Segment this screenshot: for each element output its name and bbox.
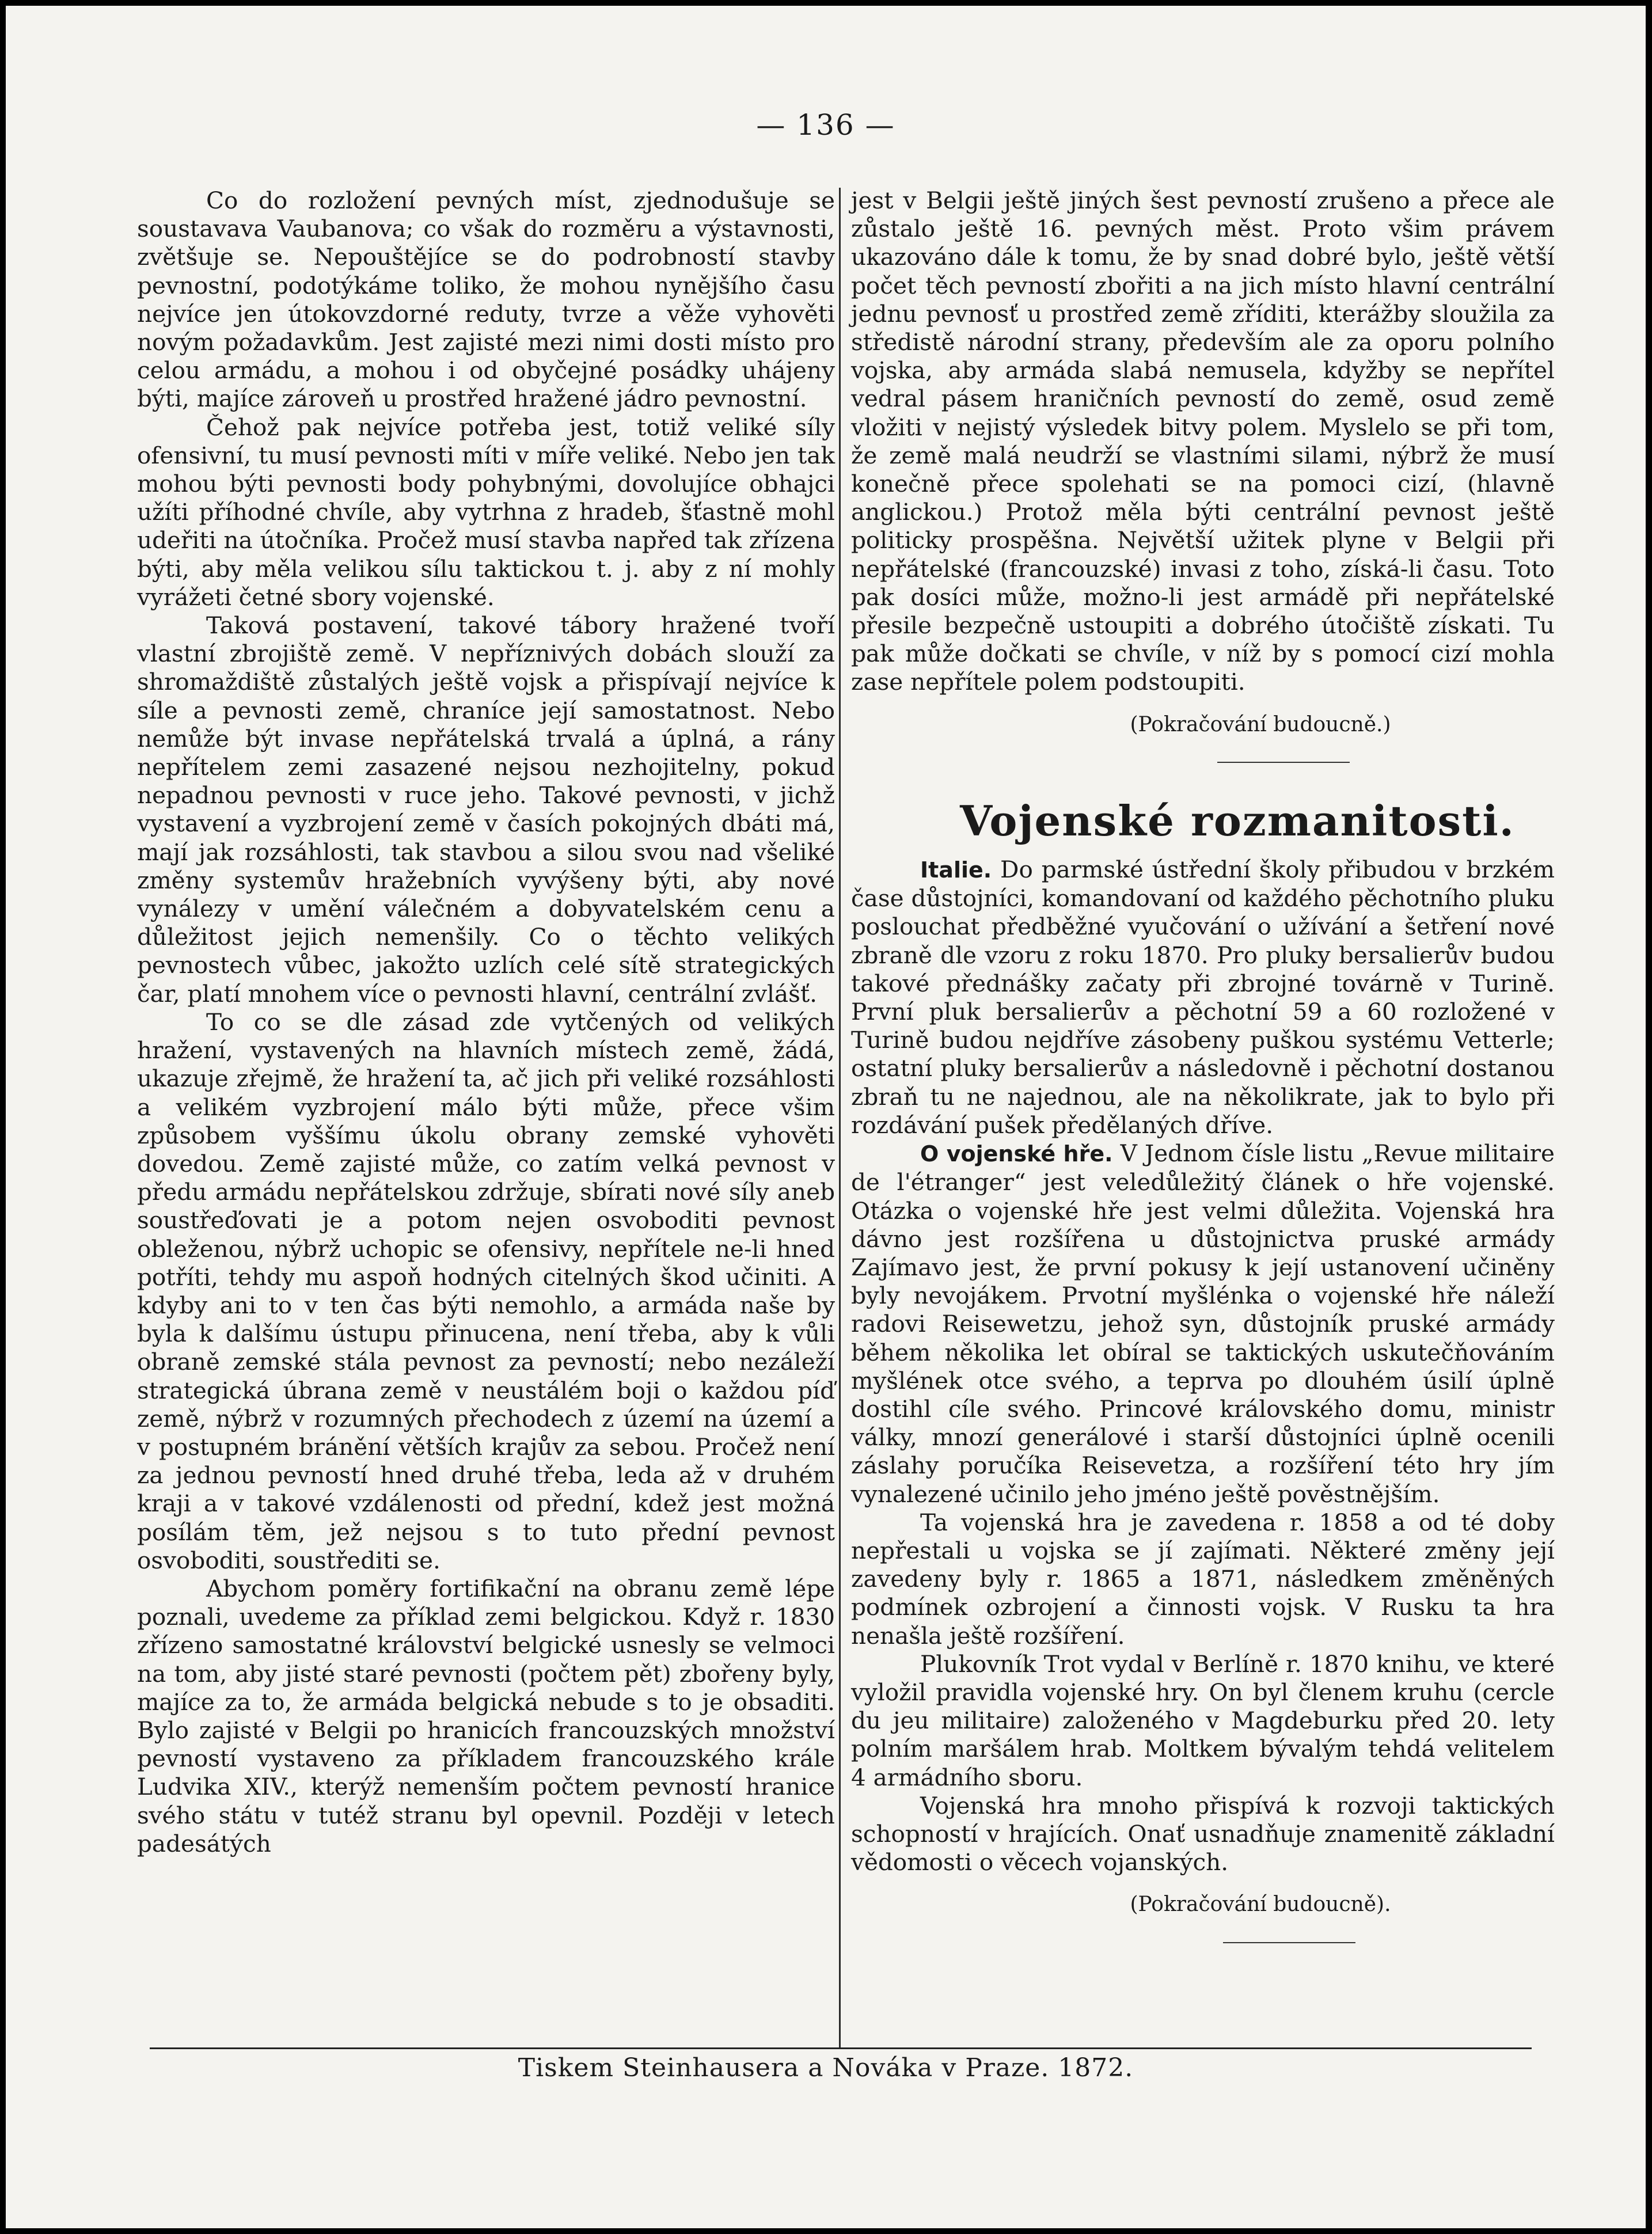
continued-note: (Pokračování budoucně.) [1130, 712, 1391, 736]
printer-imprint: Tiskem Steinhausera a Nováka v Praze. 1872. [518, 2053, 1134, 2083]
section-title: Vojenské rozmanitosti. [960, 796, 1515, 845]
news-item-text: V Jednom čísle listu „Revue militaire de l'étranger“ jest veledůležitý článek o hře vojenské. Otázka o vojenské hře jest velmi důležita. Vojenská hra dávno jest rozšířena u důstojnictva pruské armády Zajímavo jest, že první pokusy k její ustanovení učiněny byly nevojákem. Prvotní myšlénka o vojenské hře náleží radovi Reisewetzu, jehož syn, důstojník pruské armády během několika let obíral se taktických uskutečňováním myšlének otce svého, a teprva po dlouhém úsilí úplně dostihl cíle svého. Princové královského domu, ministr války, mnozí generálové i starší důstojníci úplně ocenili záslahy poručíka Reisevetza, a rozšíření této hry jím vynalezené učinilo jeho jméno ještě pověstnějším. [851, 1139, 1555, 1508]
continued-note: (Pokračování budoucně). [1130, 1893, 1391, 1917]
news-item-italie [851, 856, 1555, 1139]
news-item-text: Do parmské ústřední školy přibudou v brzkém čase důstojníci, komandovaní od každého pěchotního pluku poslouchat předběžné vyučování o užívání a šetření nové zbraně dle vzoru z roku 1870. Pro pluky bersalierův budou takové přednášky začaty při zbrojné továrně v Turině. První pluk bersalierův a pěchotní 59 a 60 rozložené v Turině budou nejdříve zásobeny puškou systému Vetterle; ostatní pluky bersalierův a následovně i pěchotní dostanou zbraň tu ne najednou, ale na několikrate, jak to bylo při rozdávání pušek předělaných dříve. [851, 856, 1555, 1139]
news-item-vojenske-hre [851, 1139, 1555, 1509]
news-item-heading: O vojenské hře. [920, 1141, 1113, 1167]
left-column [137, 187, 835, 1858]
right-column [851, 187, 1555, 1943]
news-item-heading: Italie. [920, 857, 992, 883]
paragraph: Plukovník Trot vydal v Berlíně r. 1870 knihu, ve které vyložil pravidla vojenské hry. On byl členem kruhu (cercle du jeu militaire) založeného v Magdeburku před 20. lety polním maršálem hrab. Moltkem bývalým tehdá velitelem 4 armádního sboru. [851, 1650, 1555, 1791]
paragraph: To co se dle zásad zde vytčených od velikých hražení, vystavených na hlavních místech země, žádá, ukazuje zřejmě, že hražení ta, ač jich při veliké rozsáhlosti a velikém vyzbrojení málo býti může, přece všim způsobem vyššímu úkolu obrany zemské vyhověti dovedou. Země zajisté může, co zatím velká pevnost v předu armádu nepřátelskou zdržuje, sbírati nové síly aneb soustřeďovati je a potom nejen osvoboditi pevnost obleženou, nýbrž uchopic se ofensivy, nepřítele ne-li hned potříti, tehdy mu aspoň hodných citelných škod učiniti. A kdyby ani to v ten čas býti nemohlo, a armáda naše by byla k dalšímu ústupu přinucena, není třeba, aby k vůli obraně zemské stála pevnost za pevností; nebo nezáleží strategická úbrana země v neustálém boji o každou píď země, nýbrž v rozumných přechodech z území na území a v postupném bránění větších krajův za sebou. Pročež není za jednou pevností hned druhé třeba, leda až v druhém kraji a v takové vzdálenosti od přední, kdež jest možná posílám těm, jež nejsou s to tuto přední pevnost osvoboditi, soustřediti se. [137, 1008, 835, 1574]
paragraph: Ta vojenská hra je zavedena r. 1858 a od té doby nepřestali u vojska se jí zajímati. Některé změny její zavedeny byly r. 1865 a 1871, následkem změněných podmínek ozbrojení a činnosti vojsk. V Rusku ta hra nenašla ještě rozšíření. [851, 1508, 1555, 1650]
section-divider [1217, 762, 1350, 763]
paragraph: Taková postavení, takové tábory hražené tvoří vlastní zbrojiště země. V nepříznivých dobách slouží za shromaždiště zůstalých ještě vojsk a přispívají nejvíce k síle a pevnosti země, chraníce její samostatnost. Nebo nemůže být invase nepřátelská trvalá a úplná, a rány nepřítelem zemi zasazené nejsou nezhojitelny, pokud nepadnou pevnosti v ruce jeho. Takové pevnosti, v jichž vystavení a vyzbrojení země v časích pokojných dbáti má, mají jak rozsáhlosti, tak stavbou a silou svou nad všeliké změny systemův hražebních vyvýšeny býti, aby nové vynálezy v umění válečném a dobyvatelském cenu a důležitost jejich nemenšily. Co o těchto velikých pevnostech vůbec, jakožto uzlích celé sítě strategických čar, platí mnohem více o pevnosti hlavní, centrální zvlášť. [137, 611, 835, 1008]
paragraph: Vojenská hra mnoho přispívá k rozvoji taktických schopností v hrajících. Onať usnadňuje znamenitě základní vědomosti o věcech vojanských. [851, 1791, 1555, 1876]
continued-paragraph: jest v Belgii ještě jiných šest pevností zrušeno a přece ale zůstalo ještě 16. pevných měst. Proto všim právem ukazováno dále k tomu, že by snad dobré bylo, ještě větší počet těch pevností zbořiti a na jich místo hlavní centrální jednu pevnosť u prostřed země zříditi, kterážby sloužila za středistě národní strany, především ale za oporu polního vojska, aby armáda slabá nemusela, kdyžby se nepřítel vedral pásem hraničních pevností do země, osud země vložiti v nejistý výsledek bitvy polem. Myslelo se při tom, že země malá neudrží se vlastními silami, nýbrž že musí konečně přece spolehati se na pomoci cizí, (hlavně anglickou.) Protož měla býti centrální pevnost ještě politicky prospěšna. Největší užitek plyne v Belgii při nepřátelské (francouzské) invasi z toho, získá-li času. Toto pak dosíci může, možno-li jest armádě při nepřátelské přesile bezpečně ustoupiti a dobrého útočiště získati. Tu pak může dočkati se chvíle, v níž by s pomocí cizí mohla zase nepřítele polem podstoupiti. [851, 187, 1555, 696]
section-divider [1223, 1942, 1355, 1943]
page-number: — 136 — [756, 108, 895, 142]
paragraph: Co do rozložení pevných míst, zjednodušuje se soustavava Vaubanova; co však do rozměru a výstavnosti, zvětšuje se. Nepouštějíce se do podrobností stavby pevnostní, podotýkáme toliko, že mohou nynějšího času nejvíce jen útokovzdorné reduty, tvrze a věže vyhověti novým požadavkům. Jest zajisté mezi nimi dosti místo pro celou armádu, a mohou i od obyčejné posádky uhájeny býti, majíce zároveň u prostřed hražené jádro pevnostní. [137, 187, 835, 413]
column-divider [839, 188, 841, 2047]
paragraph: Abychom poměry fortifikační na obranu země lépe poznali, uvedeme za příklad zemi belgickou. Když r. 1830 zřízeno samostatné království belgické usnesly se velmoci na tom, aby jisté staré pevnosti (počtem pět) zbořeny byly, majíce za to, že armáda belgická nebude s to je obsaditi. Bylo zajisté v Belgii po hranicích francouzských množství pevností vystaveno za příkladem francouzského krále Ludvika XIV., kterýž nemenším počtem pevností hranice svého státu v tutéž stranu byl opevnil. Později v letech padesátých [137, 1574, 835, 1857]
newspaper-page [6, 6, 1646, 2228]
footer-rule [150, 2047, 1532, 2049]
paragraph: Čehož pak nejvíce potřeba jest, totiž veliké síly ofensivní, tu musí pevnosti míti v míře veliké. Nebo jen tak mohou býti pevnosti body pohybnými, dovolujíce obhajci užíti příhodné chvíle, aby vytrhna z hradeb, šťastně mohl udeřiti na útočníka. Pročež musí stavba napřed tak zřízena býti, aby měla velikou sílu taktickou t. j. aby z ní mohly vyrážeti četné sbory vojenské. [137, 413, 835, 611]
